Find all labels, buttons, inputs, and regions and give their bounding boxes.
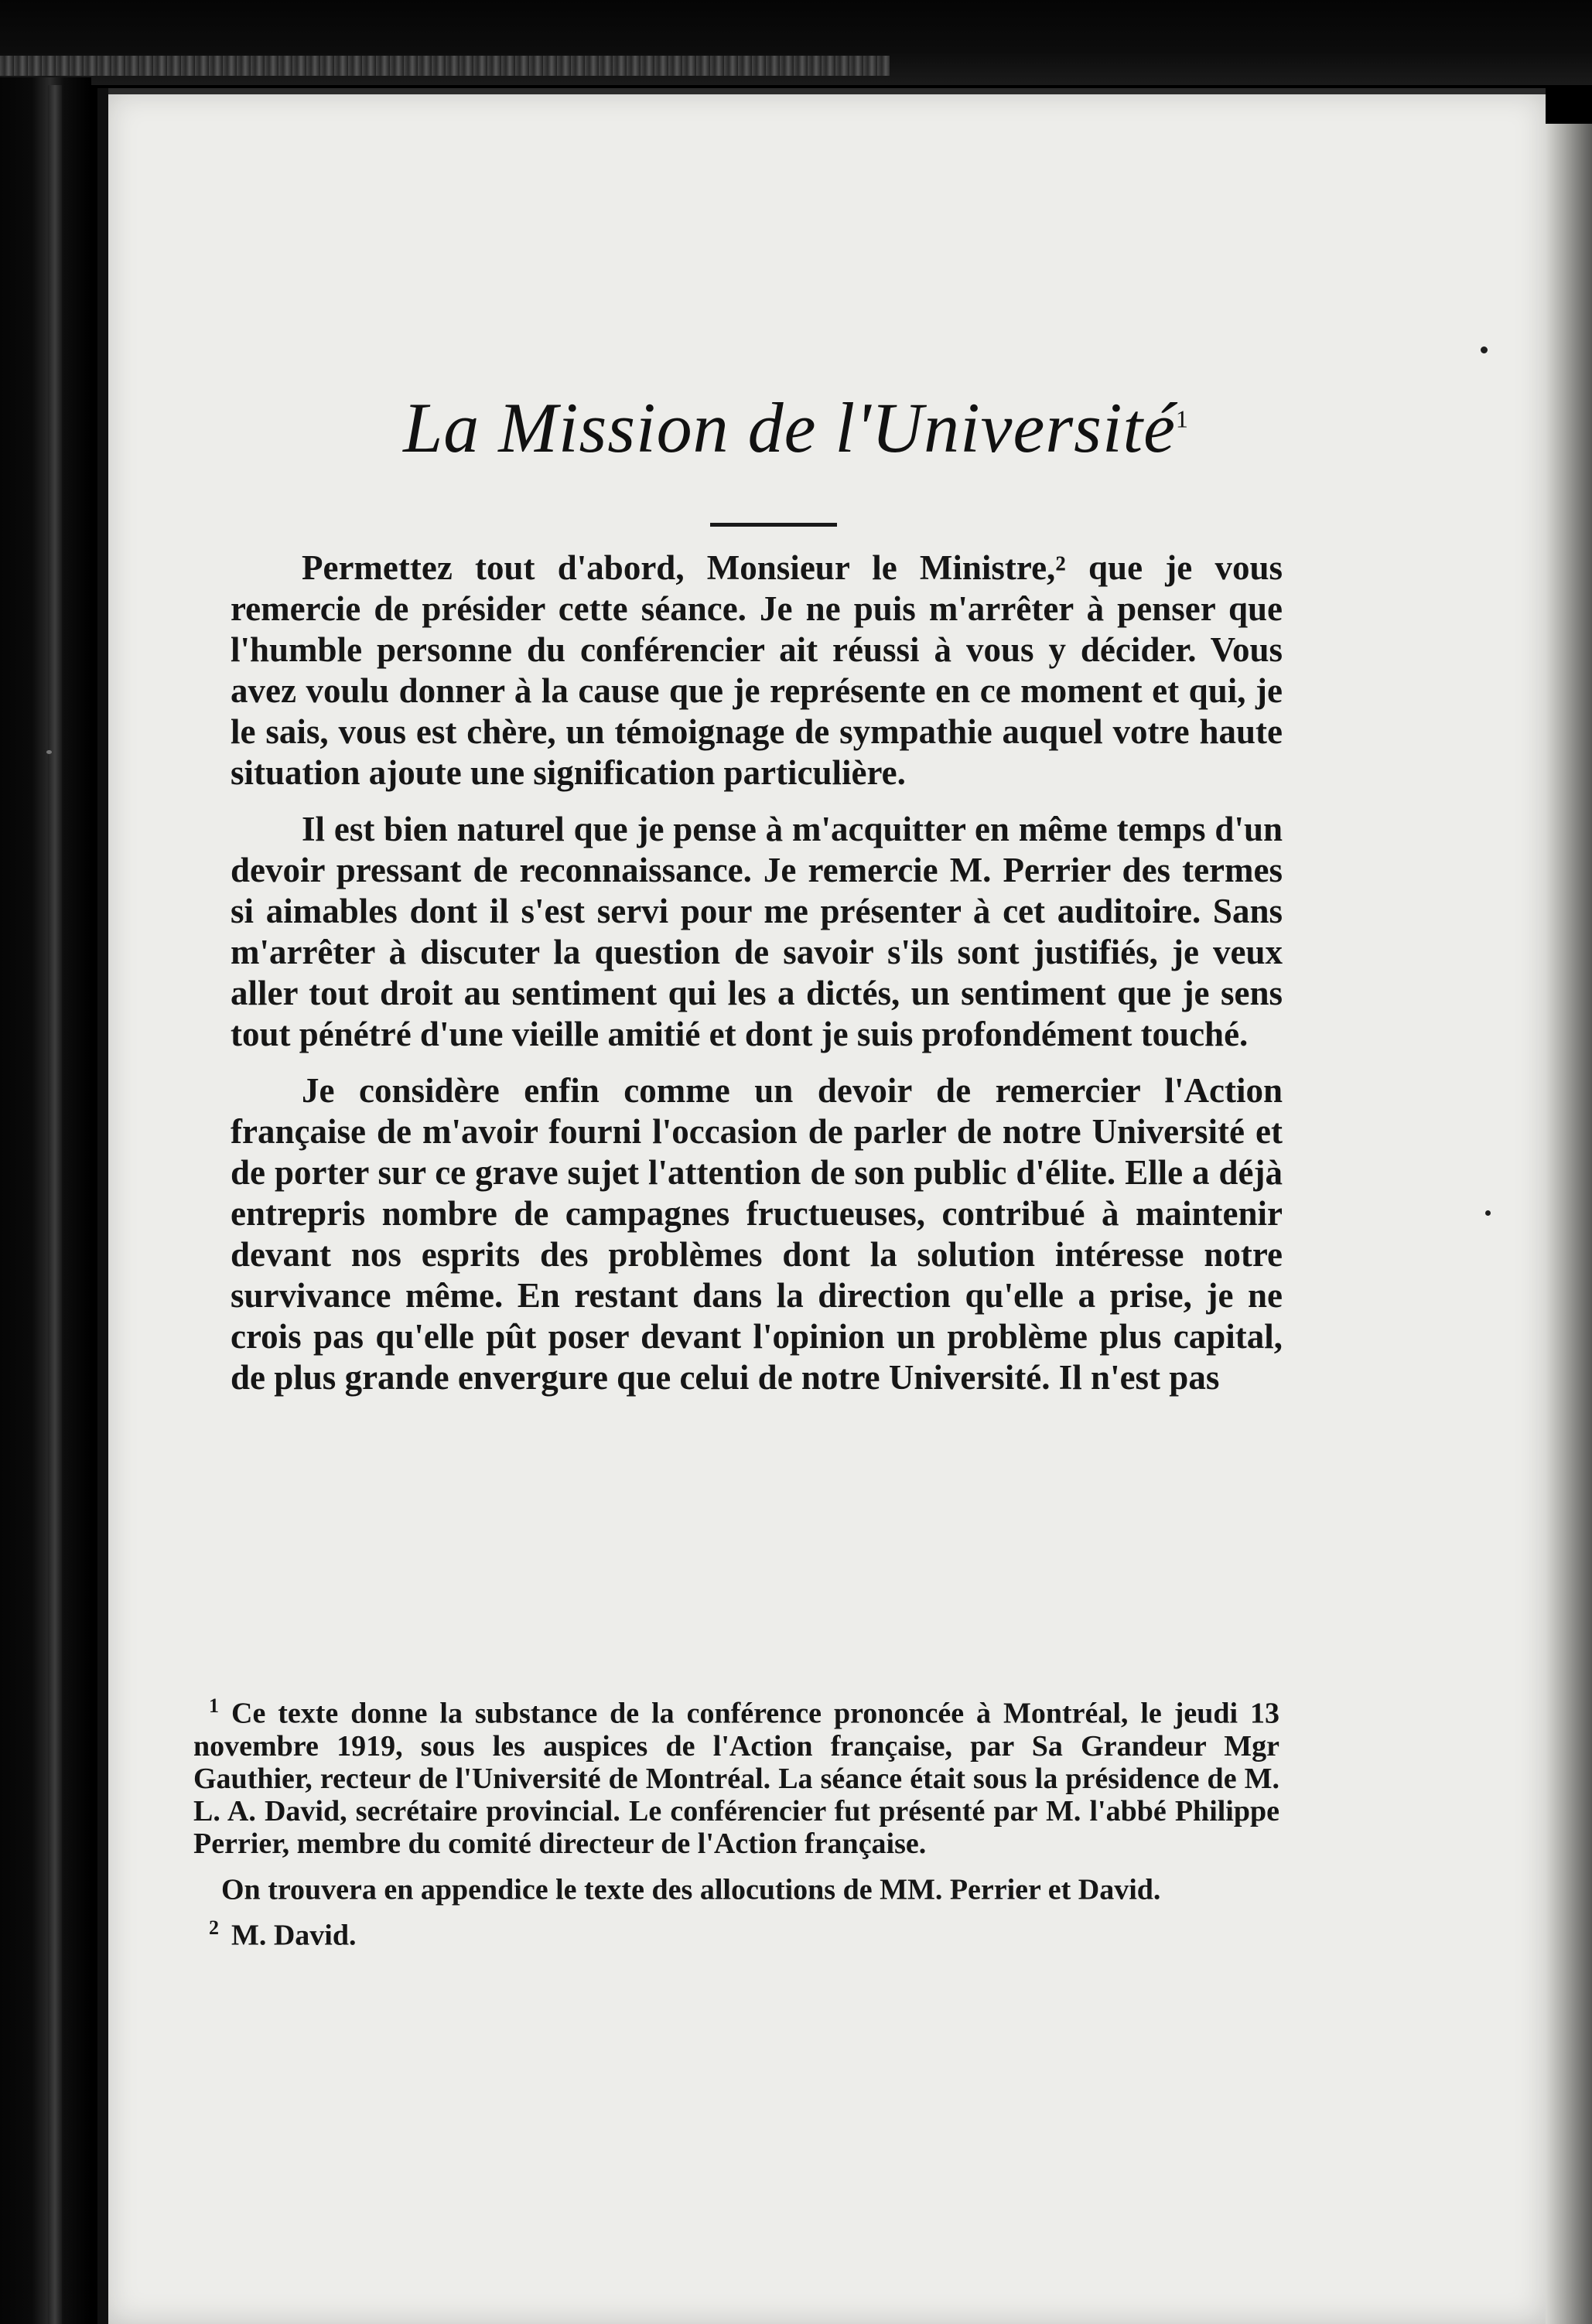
scan-speck: [46, 750, 52, 754]
footnote: [193, 1866, 1279, 1906]
scan-speck: [1485, 1210, 1491, 1216]
page-top-edge: [107, 88, 1546, 94]
scan-speck: [1481, 346, 1488, 353]
footnote-text: Ce texte donne la substance de la conférence prononcée à Montréal, le jeudi 13 novembre 1919, sous les auspices de l'Action française, par Sa Grandeur Mgr Gauthier, recteur de l'Université de Montréal. La séance était sous la présidence de M. L. A. David, secrétaire provincial. Le conférencier fut présenté par M. l'abbé Philippe Perrier, membre du comité directeur de l'Action française.: [193, 1697, 1279, 1860]
paragraph: Permettez tout d'abord, Monsieur le Ministre,² que je vous remercie de présider cette séance. Je ne puis m'arrêter à penser que l'humble personne du conférencier ait réussi à vous y décider. Vous avez voulu donner à la cause que je représente en ce moment et qui, je le sais, vous est chère, un témoignage de sympathie auquel votre haute situation ajoute une signification particulière.: [231, 548, 1283, 792]
title-underline-rule: [710, 523, 837, 527]
footnote-mark: 1: [209, 1694, 219, 1717]
paragraph: Il est bien naturel que je pense à m'acquitter en même temps d'un devoir pressant de reconnaissance. Je remercie M. Perrier des termes si aimables dont il s'est servi pour me présenter à cet auditoire. Sans m'arrêter à discuter la question de savoir s'ils sont justifiés, je veux aller tout droit au sentiment qui les a dictés, un sentiment que je sens tout pénétré d'une vieille amitié et dont je suis profondément touché.: [231, 810, 1283, 1053]
paragraph: Je considère enfin comme un devoir de remercier l'Action française de m'avoir fourni l'occasion de parler de notre Université et de porter sur ce grave sujet l'attention de son public d'élite. Elle a déjà entrepris nombre de campagnes fructueuses, contribué à maintenir devant nos esprits des problèmes dont la solution intéresse notre survivance même. En restant dans la direction qu'elle a prise, je ne crois pas qu'elle pût poser devant l'opinion un problème plus capital, de plus grande envergure que celui de notre Université. Il n'est pas: [231, 1071, 1283, 1397]
title-text: La Mission de l'Université: [403, 388, 1176, 467]
scan-top-texture: [0, 56, 890, 76]
footnote-text: M. David.: [231, 1919, 357, 1952]
footnote-mark: 2: [209, 1916, 219, 1940]
footnote-text: On trouvera en appendice le texte des allocutions de MM. Perrier et David.: [221, 1873, 1161, 1906]
footnote: [193, 1690, 1279, 1860]
footnotes: [193, 1690, 1279, 1958]
page-title: [0, 387, 1592, 469]
body-text: [231, 548, 1283, 1414]
footnote: [193, 1912, 1279, 1952]
title-footnote-mark: 1: [1175, 404, 1189, 433]
